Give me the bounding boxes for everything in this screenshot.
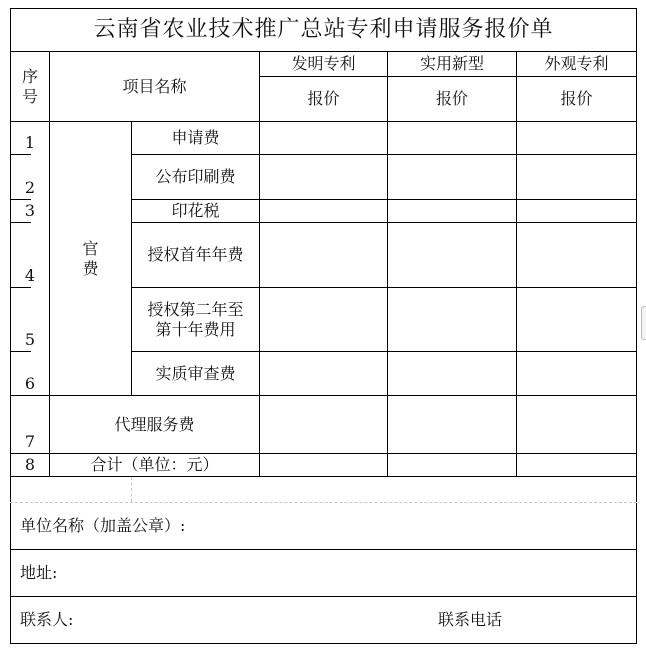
- header-invention: 发明专利: [291, 54, 356, 73]
- official-fee-line2: 费: [82, 258, 99, 278]
- header-quote-invention: 报价: [307, 89, 340, 108]
- row-number: 4: [24, 266, 36, 285]
- header-item-name: 项目名称: [122, 76, 187, 96]
- row-number: 2: [24, 178, 36, 197]
- header-quote-utility: 报价: [435, 89, 468, 108]
- row-name-total: 合计（单位：元）: [90, 455, 219, 474]
- row-name-stamp-tax: 印花税: [171, 201, 220, 220]
- row-number: 8: [24, 455, 36, 474]
- official-fee-line1: 官: [82, 238, 99, 258]
- row-name-examination-fee: 实质审查费: [155, 363, 236, 383]
- scroll-edge-handle[interactable]: [641, 306, 646, 340]
- row-number: 5: [24, 330, 36, 349]
- row-name-application-fee: 申请费: [171, 128, 220, 147]
- header-seq-line1: 序: [21, 66, 38, 86]
- page-title: 云南省农业技术推广总站专利申请服务报价单: [93, 17, 554, 42]
- header-seq-line2: 号: [21, 86, 38, 106]
- header-design: 外观专利: [544, 54, 609, 73]
- row-number: 3: [24, 201, 36, 220]
- row-name-annual-fees-line1: 授权第二年至: [147, 299, 244, 319]
- unit-name-label: 单位名称（加盖公章）:: [20, 515, 186, 535]
- header-utility: 实用新型: [419, 54, 484, 73]
- row-name-agency-fee: 代理服务费: [114, 414, 195, 434]
- row-number: 1: [24, 133, 36, 152]
- official-fee-label: [50, 122, 131, 395]
- header-seq: [11, 52, 49, 121]
- address-label: 地址:: [20, 563, 58, 582]
- row-name-annual-fees-line2: 第十年费用: [155, 319, 236, 339]
- phone-label: 联系电话: [437, 610, 502, 629]
- row-name-first-year-fee: 授权首年年费: [147, 245, 244, 264]
- row-name-annual-fees: [132, 288, 259, 351]
- header-quote-design: 报价: [560, 89, 593, 108]
- row-number: 7: [24, 432, 36, 451]
- contact-label: 联系人:: [20, 610, 74, 629]
- row-number: 6: [24, 374, 36, 393]
- row-name-publication-fee: 公布印刷费: [155, 167, 236, 186]
